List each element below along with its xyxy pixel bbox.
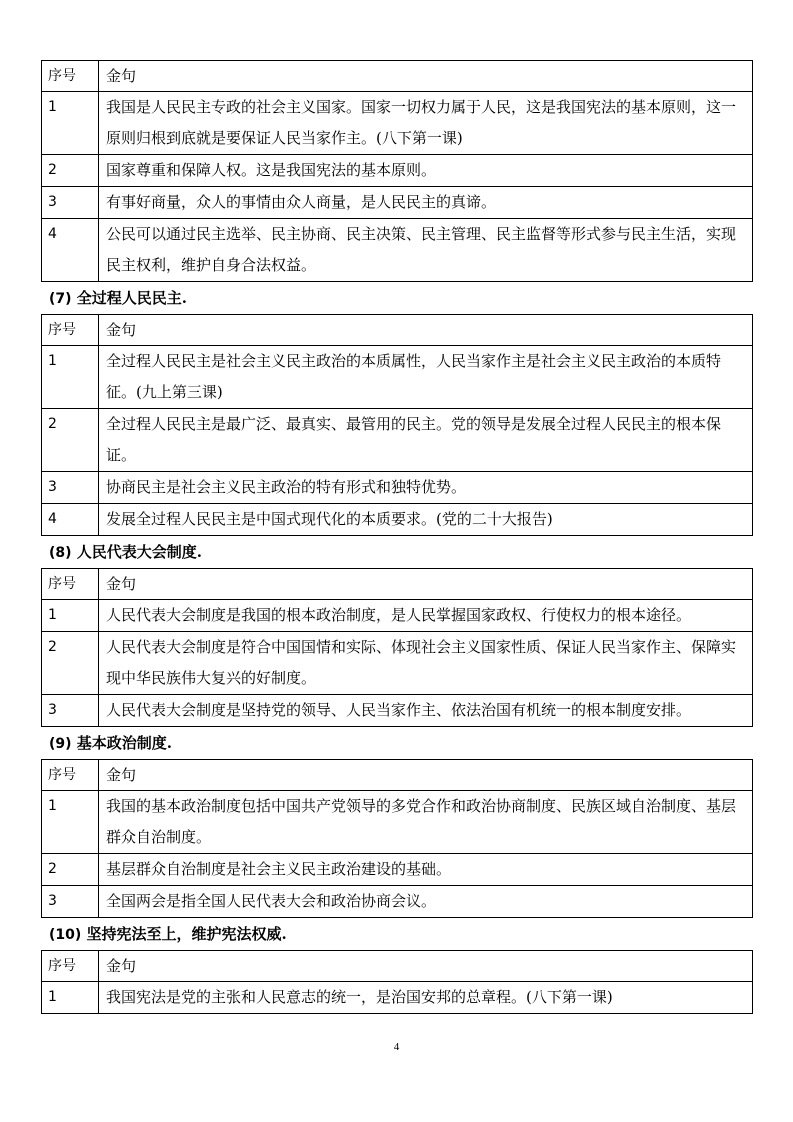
table-row xyxy=(42,854,753,886)
row-num: 2 xyxy=(42,155,99,187)
quote-table-democracy xyxy=(41,60,753,282)
row-num: 1 xyxy=(42,791,99,854)
table-header-row xyxy=(42,569,753,600)
table-row xyxy=(42,472,753,504)
table-row xyxy=(42,600,753,632)
section-title: 全过程人民民主. xyxy=(76,289,188,307)
row-num: 2 xyxy=(42,632,99,695)
section-heading-9 xyxy=(41,727,753,759)
section-number: (9) xyxy=(49,736,72,752)
table-row xyxy=(42,409,753,472)
row-text: 发展全过程人民民主是中国式现代化的本质要求。(党的二十大报告) xyxy=(99,504,753,536)
row-num: 2 xyxy=(42,854,99,886)
table-row xyxy=(42,155,753,187)
row-text: 基层群众自治制度是社会主义民主政治建设的基础。 xyxy=(99,854,753,886)
table-row xyxy=(42,92,753,155)
section-title: 人民代表大会制度. xyxy=(76,543,203,561)
row-text: 有事好商量，众人的事情由众人商量，是人民民主的真谛。 xyxy=(99,187,753,219)
row-text: 人民代表大会制度是符合中国国情和实际、体现社会主义国家性质、保证人民当家作主、保障实现中华民族伟大复兴的好制度。 xyxy=(99,632,753,695)
table-row xyxy=(42,187,753,219)
row-text: 全过程人民民主是社会主义民主政治的本质属性，人民当家作主是社会主义民主政治的本质特征。(九上第三课) xyxy=(99,346,753,409)
table-header-row xyxy=(42,315,753,346)
header-num: 序号 xyxy=(42,569,99,600)
row-text: 协商民主是社会主义民主政治的特有形式和独特优势。 xyxy=(99,472,753,504)
row-text: 人民代表大会制度是坚持党的领导、人民当家作主、依法治国有机统一的根本制度安排。 xyxy=(99,695,753,727)
row-text: 我国的基本政治制度包括中国共产党领导的多党合作和政治协商制度、民族区域自治制度、基层群众自治制度。 xyxy=(99,791,753,854)
quote-table-constitution xyxy=(41,950,753,1014)
table-header-row xyxy=(42,760,753,791)
table-row xyxy=(42,504,753,536)
table-row xyxy=(42,346,753,409)
table-row xyxy=(42,791,753,854)
page-number: 4 xyxy=(393,1041,400,1053)
section-heading-7 xyxy=(41,282,753,314)
table-row xyxy=(42,982,753,1014)
row-text: 国家尊重和保障人权。这是我国宪法的基本原则。 xyxy=(99,155,753,187)
header-num: 序号 xyxy=(42,760,99,791)
row-text: 人民代表大会制度是我国的根本政治制度，是人民掌握国家政权、行使权力的根本途径。 xyxy=(99,600,753,632)
header-num: 序号 xyxy=(42,951,99,982)
row-num: 4 xyxy=(42,504,99,536)
section-number: (7) xyxy=(49,291,72,307)
row-num: 1 xyxy=(42,346,99,409)
section-title: 坚持宪法至上，维护宪法权威. xyxy=(86,925,287,943)
row-text: 我国是人民民主专政的社会主义国家。国家一切权力属于人民，这是我国宪法的基本原则，这一原则归根到底就是要保证人民当家作主。(八下第一课) xyxy=(99,92,753,155)
quote-table-whole-process-democracy xyxy=(41,314,753,536)
row-num: 4 xyxy=(42,219,99,282)
header-num: 序号 xyxy=(42,61,99,92)
row-num: 3 xyxy=(42,187,99,219)
header-text: 金句 xyxy=(99,569,753,600)
section-heading-10 xyxy=(41,918,753,950)
table-row xyxy=(42,886,753,918)
section-heading-8 xyxy=(41,536,753,568)
row-num: 1 xyxy=(42,600,99,632)
row-text: 全国两会是指全国人民代表大会和政治协商会议。 xyxy=(99,886,753,918)
section-number: (10) xyxy=(49,927,82,943)
header-text: 金句 xyxy=(99,315,753,346)
section-number: (8) xyxy=(49,545,72,561)
row-num: 3 xyxy=(42,695,99,727)
row-num: 1 xyxy=(42,92,99,155)
header-num: 序号 xyxy=(42,315,99,346)
section-title: 基本政治制度. xyxy=(76,734,173,752)
quote-table-peoples-congress xyxy=(41,568,753,727)
document-page xyxy=(41,60,753,1014)
row-text: 全过程人民民主是最广泛、最真实、最管用的民主。党的领导是发展全过程人民民主的根本保证。 xyxy=(99,409,753,472)
table-row xyxy=(42,219,753,282)
table-header-row xyxy=(42,61,753,92)
header-text: 金句 xyxy=(99,760,753,791)
row-text: 我国宪法是党的主张和人民意志的统一，是治国安邦的总章程。(八下第一课) xyxy=(99,982,753,1014)
row-num: 3 xyxy=(42,472,99,504)
header-text: 金句 xyxy=(99,951,753,982)
header-text: 金句 xyxy=(99,61,753,92)
table-row xyxy=(42,695,753,727)
row-num: 3 xyxy=(42,886,99,918)
row-text: 公民可以通过民主选举、民主协商、民主决策、民主管理、民主监督等形式参与民主生活，实现民主权利，维护自身合法权益。 xyxy=(99,219,753,282)
table-row xyxy=(42,632,753,695)
quote-table-basic-political-system xyxy=(41,759,753,918)
table-header-row xyxy=(42,951,753,982)
row-num: 1 xyxy=(42,982,99,1014)
row-num: 2 xyxy=(42,409,99,472)
